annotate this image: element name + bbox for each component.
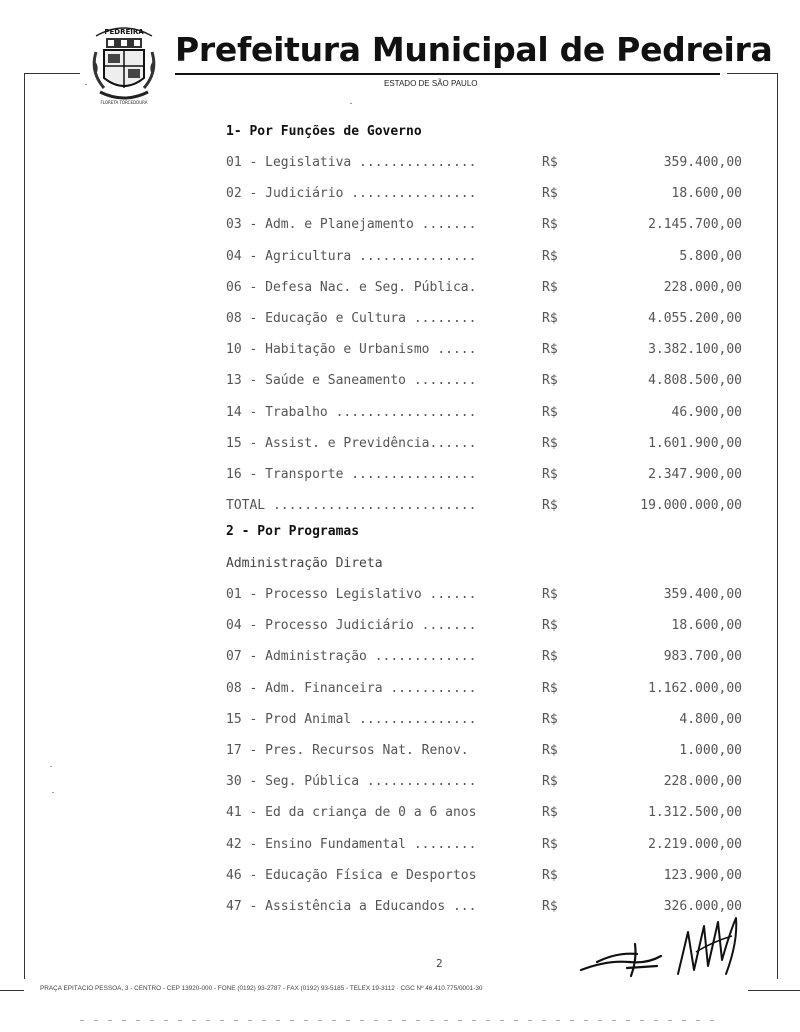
row-currency: R$ <box>542 680 558 696</box>
row-currency: R$ <box>542 649 558 665</box>
row-currency: R$ <box>542 498 558 514</box>
table-row <box>226 743 746 761</box>
frame-line <box>24 73 80 74</box>
row-amount: 228.000,00 <box>663 774 742 790</box>
row-amount: 19.000.000,00 <box>640 498 742 514</box>
scan-speck <box>85 84 87 85</box>
row-currency: R$ <box>542 711 558 727</box>
document-title: Prefeitura Municipal de Pedreira <box>175 30 773 69</box>
table-row <box>226 712 746 730</box>
section-title: 1- Por Funções de Governo <box>226 124 422 139</box>
row-amount: 2.219.000,00 <box>648 836 742 852</box>
row-label: TOTAL .......................... <box>226 498 477 514</box>
row-currency: R$ <box>542 587 558 602</box>
table-row <box>226 899 746 917</box>
signature-mark <box>577 940 667 980</box>
row-label: 01 - Legislativa ............... <box>226 155 477 170</box>
scan-speck <box>350 103 352 104</box>
row-label: 30 - Seg. Pública .............. <box>226 774 477 790</box>
frame-line <box>748 990 800 991</box>
table-row <box>226 805 746 823</box>
table-row <box>226 681 746 699</box>
table-row <box>226 405 746 423</box>
row-label: 14 - Trabalho .................. <box>226 404 477 420</box>
page-number: 2 <box>436 957 443 970</box>
table-row <box>226 498 746 516</box>
table-row <box>226 186 746 204</box>
row-currency: R$ <box>542 248 558 264</box>
table-row <box>226 774 746 792</box>
table-row <box>226 618 746 636</box>
row-amount: 1.162.000,00 <box>648 680 742 696</box>
row-amount: 123.900,00 <box>663 867 742 883</box>
row-currency: R$ <box>542 435 558 451</box>
row-currency: R$ <box>542 404 558 420</box>
row-label: 13 - Saúde e Saneamento ........ <box>226 373 477 389</box>
section-title: 2 - Por Programas <box>226 524 360 539</box>
row-currency: R$ <box>542 186 558 202</box>
frame-line <box>0 990 24 991</box>
row-amount: 46.900,00 <box>671 404 742 420</box>
row-label: 16 - Transporte ................ <box>226 467 477 482</box>
table-row <box>226 649 746 667</box>
row-amount: 18.600,00 <box>671 618 742 634</box>
title-underline <box>175 73 720 75</box>
row-currency: R$ <box>542 899 558 914</box>
table-row <box>226 311 746 329</box>
row-amount: 4.055.200,00 <box>648 311 742 326</box>
table-row <box>226 436 746 454</box>
row-label: 06 - Defesa Nac. e Seg. Pública. <box>226 279 477 295</box>
row-currency: R$ <box>542 155 558 170</box>
row-currency: R$ <box>542 342 558 358</box>
row-currency: R$ <box>542 805 558 821</box>
table-row <box>226 587 746 605</box>
row-amount: 3.382.100,00 <box>648 342 742 358</box>
row-label: 15 - Prod Animal ............... <box>226 711 477 727</box>
footer-address: PRAÇA EPITÁCIO PESSOA, 3 - CENTRO - CEP 13920-000 - FONE (0192) 93-2787 - FAX (0192) 93-5185 - TELEX 19-3112 · CGC Nº 46.410.775/0001-30 <box>40 985 483 992</box>
frame-line <box>24 73 25 979</box>
row-amount: 326.000,00 <box>663 899 742 914</box>
row-label: 08 - Educação e Cultura ........ <box>226 311 477 326</box>
scan-speck <box>52 792 54 793</box>
row-amount: 5.800,00 <box>679 248 742 264</box>
row-amount: 359.400,00 <box>663 587 742 602</box>
frame-line <box>777 73 778 979</box>
row-amount: 983.700,00 <box>663 649 742 665</box>
table-row <box>226 868 746 886</box>
row-currency: R$ <box>542 217 558 233</box>
row-label: 47 - Assistência a Educandos ... <box>226 899 477 914</box>
row-amount: 4.808.500,00 <box>648 373 742 389</box>
row-currency: R$ <box>542 867 558 883</box>
row-amount: 1.312.500,00 <box>648 805 742 821</box>
row-label: 10 - Habitação e Urbanismo ..... <box>226 342 477 358</box>
row-amount: 1.000,00 <box>679 743 742 758</box>
row-currency: R$ <box>542 279 558 295</box>
row-label: 42 - Ensino Fundamental ........ <box>226 836 477 852</box>
scan-noise <box>80 1020 720 1021</box>
row-currency: R$ <box>542 373 558 389</box>
row-label: 08 - Adm. Financeira ........... <box>226 680 477 696</box>
row-currency: R$ <box>542 311 558 326</box>
row-amount: 18.600,00 <box>671 186 742 202</box>
table-row <box>226 467 746 485</box>
row-currency: R$ <box>542 618 558 634</box>
signature-mark <box>672 912 744 982</box>
row-label: 46 - Educação Física e Desportos <box>226 867 477 883</box>
table-row <box>226 217 746 235</box>
row-currency: R$ <box>542 743 558 758</box>
table-row <box>226 837 746 855</box>
row-label: 04 - Agricultura ............... <box>226 248 477 264</box>
row-label: 41 - Ed da criança de 0 a 6 anos <box>226 805 477 821</box>
table-row <box>226 249 746 267</box>
section-subtitle: Administração Direta <box>226 556 383 571</box>
coat-of-arms-logo <box>88 22 160 110</box>
row-amount: 2.145.700,00 <box>648 217 742 233</box>
table-row <box>226 342 746 360</box>
row-label: 15 - Assist. e Previdência...... <box>226 435 477 451</box>
row-label: 04 - Processo Judiciário ....... <box>226 618 477 634</box>
row-label: 01 - Processo Legislativo ...... <box>226 587 477 602</box>
row-label: 17 - Pres. Recursos Nat. Renov. <box>226 743 469 758</box>
frame-line <box>727 73 777 74</box>
table-row <box>226 373 746 391</box>
state-subtitle: ESTADO DE SÃO PAULO <box>384 79 478 88</box>
crest-motto: FLORETA TORCEDOURA <box>100 100 148 105</box>
row-amount: 359.400,00 <box>663 155 742 170</box>
crest-text: PEDREIRA <box>104 28 144 36</box>
row-amount: 4.800,00 <box>679 711 742 727</box>
row-amount: 2.347.900,00 <box>648 467 742 482</box>
row-amount: 228.000,00 <box>663 279 742 295</box>
row-label: 02 - Judiciário ................ <box>226 186 477 202</box>
row-currency: R$ <box>542 774 558 790</box>
scan-speck <box>50 766 52 767</box>
row-label: 07 - Administração ............. <box>226 649 477 665</box>
row-currency: R$ <box>542 836 558 852</box>
table-row <box>226 155 746 173</box>
row-currency: R$ <box>542 467 558 482</box>
row-amount: 1.601.900,00 <box>648 435 742 451</box>
row-label: 03 - Adm. e Planejamento ....... <box>226 217 477 233</box>
table-row <box>226 280 746 298</box>
